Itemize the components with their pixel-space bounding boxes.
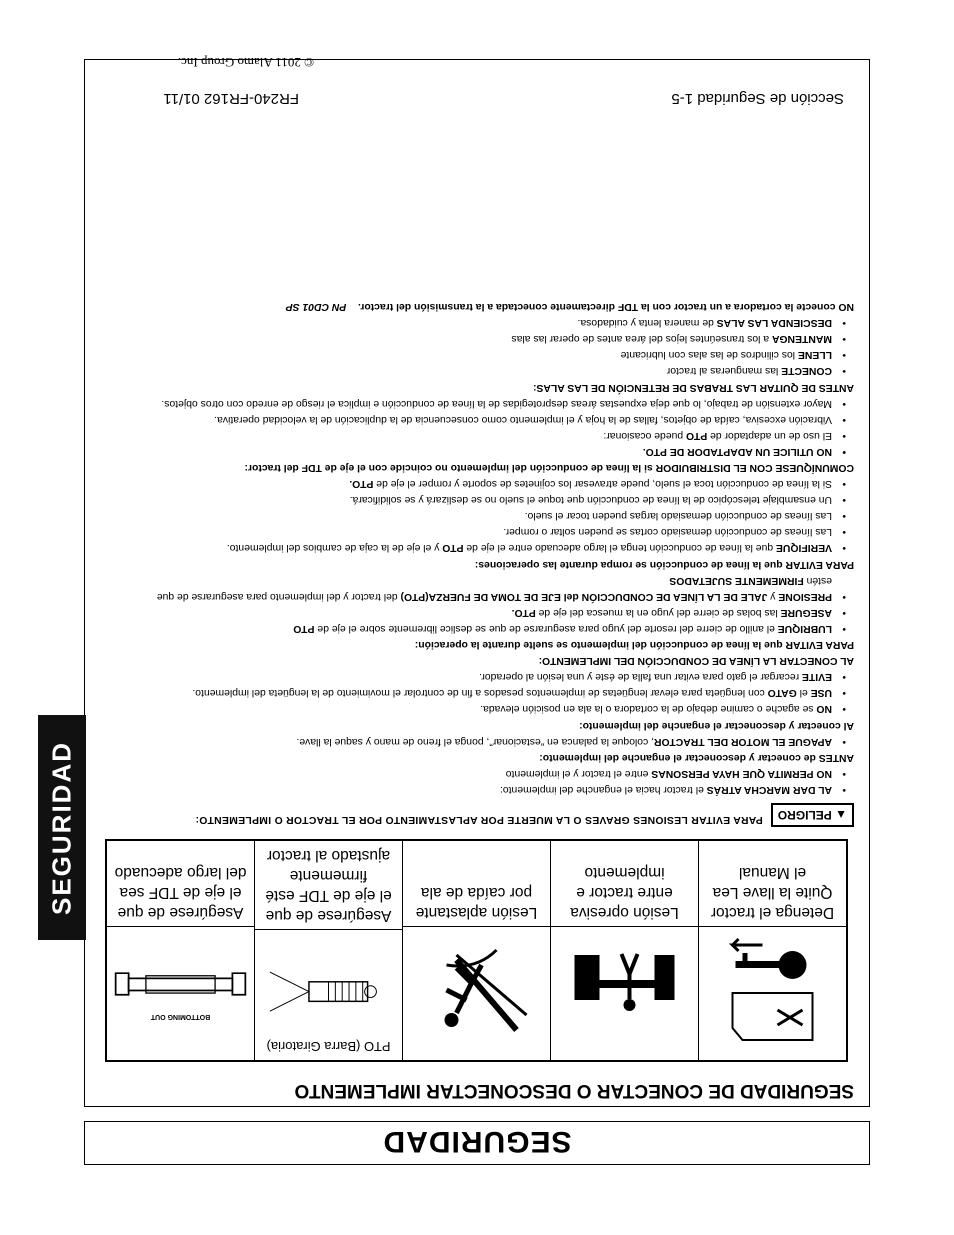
list-item: • EVITE recargar el gato para evitar una falla de éste y una lesión al operador. [130,668,854,684]
list-item: • Mayor extensión de trabajo, lo que deja expuestas áreas desprotegidas de la línea de conducción e implica el riesgo de enredo con otros objetos. [130,395,854,411]
footer-form: FR240-FR162 01/11 [163,90,299,107]
list-item: • MANTENGA a los transeúntes lejos del área antes de operar las alas [130,330,854,346]
list-item: • NO se agache o camine debajo de la cortadora o la ala en posición elevada. [130,700,854,716]
pto-shaft-icon [255,929,402,1060]
list-item: • Si la línea de conducción toca el suelo, puede atravesar los cojinetes de soporte y romper el eje de PTO. [130,475,854,491]
icon-cell-stop-tractor [698,841,846,1060]
pto-label: PTO (Barra Giratoria) [266,1039,391,1054]
text-line: NO conecte la cortadora a un tractor con la TDF directamente conectada a la transmisión del tractor. PN CD01 SP [285,301,854,313]
list-item: • DESCIENDA LAS ALAS de manera lenta y cuidadosa. [130,314,854,330]
text-line: COMUNÍQUESE CON EL DISTRIBUIDOR si la línea de conducción del implemento no coincide con el eje de TDF del tractor: [244,462,854,474]
icon-cell-caption: Asegúrese de que el eje de TDF sea del largo adecuado [114,864,247,921]
section-title: SEGURIDAD DE CONECTAR O DESCONECTAR IMPLEMENTO [294,1080,854,1101]
icon-cell-caption: Detenga el tractor Quite la llave Lea el Manual [710,864,835,921]
text-line: AL CONECTAR LA LÍNEA DE CONDUCCIÓN DEL IMPLEMENTO: [538,655,854,667]
page-banner [84,1121,870,1165]
danger-block [130,803,854,827]
list-item: • CONECTE las mangueras al tractor [130,362,854,378]
copyright: © 2011 Alamo Group Inc. [177,55,314,70]
list-item: • Las líneas de conducción demasiado cortas se pueden soltar o romper. [130,523,854,539]
danger-badge: ▲ PELIGRO [771,803,854,827]
bottoming-out-icon [107,926,254,1060]
text-line: ANTES de conectar y desconectar el enganche del implemento: [539,751,854,763]
icon-cell-pto-length [107,841,254,1060]
wing-fall-icon [403,926,550,1060]
list-item: • APAGUE EL MOTOR DEL TRACTOR, coloque la palanca en “estacionar”, ponga el freno de mano y saque la llave. [130,733,854,749]
list-item: • NO PERMITA QUE HAYA PERSONAS entre el tractor y el implemento [130,765,854,781]
list-item: • El uso de un adaptador de PTO puede ocasionar: [130,427,854,443]
side-tab [38,715,86,940]
text-line: PARA EVITAR que la línea de conducción del implemento se suelte durante la operación: [414,639,854,651]
list-item: • Las líneas de conducción demasiado largas pueden tocar el suelo. [130,507,854,523]
side-tab-label: SEGURIDAD [46,740,77,915]
list-item: • USE el GATO con lengüeta para elevar lengüetas de implementos pesados a fin de controlar el movimiento de la lengüeta del implemento. [130,684,854,700]
safety-icon-table [105,839,848,1062]
danger-badge-label: PELIGRO [777,808,832,822]
list-item: • AL DAR MARCHA ATRÁS el tractor hacia el enganche del implemento: [130,781,854,797]
list-item: • Vibración excesiva, caída de objetos, fallas de la hoja y el implemento como consecuencia de la duplicación de la velocidad operativa. [130,411,854,427]
danger-text: PARA EVITAR LESIONES GRAVES O LA MUERTE POR APLASTAMIENTO POR EL TRACTOR O IMPLEMENTO: [195,814,763,825]
footer-page: Sección de Seguridad 1-5 [671,90,844,107]
icon-cell-pto-secure [254,841,402,1060]
safety-text [130,298,854,827]
text-line: ANTES DE QUITAR LAS TRABAS DE RETENCIÓN DE LAS ALAS: [533,381,854,393]
list-item: • LUBRIQUE el anillo de cierre del resorte del yugo para asegurarse de que se deslice libremente sobre el eje de PTO [130,620,854,636]
page-banner-title: SEGURIDAD [382,1125,572,1158]
list-item: • LLENE los cilindros de las alas con lubricante [130,346,854,362]
icon-cell-crush-between [550,841,698,1060]
list-item: • VERIFIQUE que la línea de conducción tenga el largo adecuado entre el eje de PTO y el eje de la caja de cambios del implemento. [130,539,854,555]
icon-cell-caption: Lesión aplastante por caída de ala [415,884,538,921]
key-manual-icon [699,926,846,1060]
crush-hazard-icon [551,926,698,1060]
icon-cell-caption: Lesión opresiva entre tractor e implemento [570,864,679,921]
icon-cell-wing-fall [402,841,550,1060]
icon-cell-caption: Asegúrese de que el eje de TDF esté firmemente ajustado al tractor [265,847,392,924]
list-item: • Un ensamblaje telescópico de la línea de conducción que toque el suelo no se deslizará y se solidificará. [130,491,854,507]
list-item: • NO UTILICE UN ADAPTADOR DE PTO. [130,443,854,459]
bottoming-out-label: BOTTOMING OUT [150,1013,211,1020]
text-line: PARA EVITAR que la línea de conducción se rompa durante las operaciones: [474,558,854,570]
list-item: • PRESIONE y JALE DE LA LÍNEA DE CONDUCCIÓN del EJE DE TOMA DE FUERZA(PTO) del tractor y del implemento para asegurarse de que estén FIRMEMENTE SUJETADOS [130,572,854,604]
list-item: • ASEGURE las bolas de cierre del yugo en la muesca del eje de PTO. [130,604,854,620]
text-line: Al conectar y desconectar el enganche del implemento: [579,719,854,731]
